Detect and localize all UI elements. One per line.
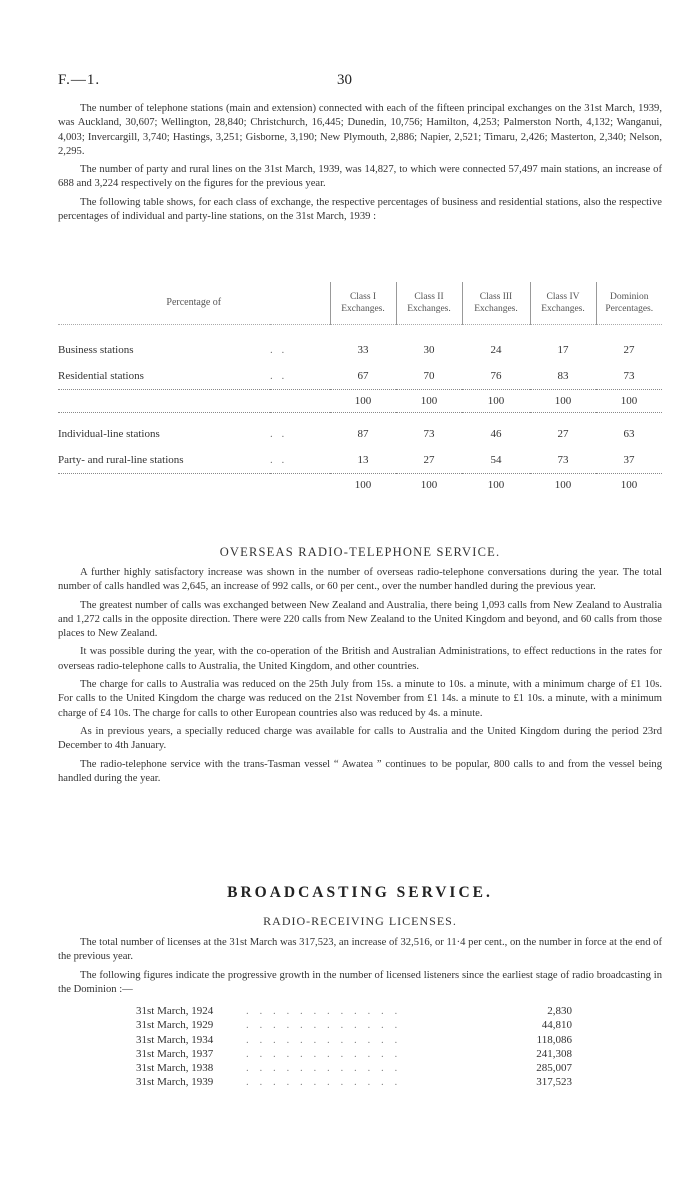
table-cell: 100 <box>330 474 396 497</box>
table-cell: 100 <box>396 390 462 413</box>
row-label: Business stations <box>58 344 134 356</box>
row-label: Individual-line stations <box>58 428 160 440</box>
paragraph: It was possible during the year, with the co-operation of the British and Australian Administrations, to effect reductions in the rates for overseas radio-telephone calls to Australia, the United Kingdom, and other countries. <box>58 646 662 672</box>
percentage-table <box>58 282 662 496</box>
leader-dots: . . <box>270 370 288 382</box>
table-cell: 37 <box>623 454 635 466</box>
paragraph: The total number of licenses at the 31st March was 317,523, an increase of 32,516, or 11·4 per cent., on the number in force at the end of the previous year. <box>58 937 662 963</box>
table-total-row <box>58 390 662 413</box>
column-header: Class I Exchanges. <box>330 282 396 325</box>
table-cell: 100 <box>596 474 662 497</box>
table-cell: 27 <box>623 344 635 356</box>
table-cell: 70 <box>423 370 435 382</box>
document-reference: F.—1. <box>58 72 101 88</box>
list-item: 31st March, 1937 . . . . . . . . . . . . 241,308 <box>136 1047 572 1060</box>
table-cell: 100 <box>530 474 596 497</box>
list-item: 31st March, 1939 . . . . . . . . . . . . 317,523 <box>136 1076 572 1089</box>
table-cell: 73 <box>423 428 435 440</box>
column-header: Dominion Percentages. <box>596 282 662 325</box>
paragraph: The following table shows, for each class of exchange, the respective percentages of business and residential stations, also the respective percentages of individual and party-line stations, on the 31st March, 1939 : <box>58 196 662 223</box>
paragraph: The charge for calls to Australia was reduced on the 25th July from 15s. a minute to 10s. a minute, with a minimum charge of £1 10s. For calls to the United Kingdom the charge was reduced on the 21st November from £1 14s. a minute to £1 10s. a minute, with a minimum charge of £4 10s. The charge for calls to other European countries also was reduced by 4s. a minute. <box>58 679 662 719</box>
table-header-row <box>58 282 662 325</box>
table-cell: 67 <box>357 370 369 382</box>
list-item: 31st March, 1934 . . . . . . . . . . . . 118,086 <box>136 1033 572 1046</box>
column-header: Class II Exchanges. <box>396 282 462 325</box>
table-row <box>58 447 662 474</box>
paragraph: The number of telephone stations (main and extension) connected with each of the fifteen principal exchanges on the 31st March, 1939, was Auckland, 30,607; Wellington, 28,840; Christchurch, 16,445; Dunedin, 10,756; Hamilton, 4,253; Palmerston North, 4,132; Wanganui, 4,003; Invercargill, 3,740; Hastings, 3,251; Gisborne, 3,190; New Plymouth, 2,886; Napier, 2,521; Timaru, 2,426; Masterton, 2,340; Nelson, 2,295. <box>58 103 662 157</box>
table-cell: 24 <box>490 344 502 356</box>
paragraph: The radio-telephone service with the trans-Tasman vessel “ Awatea ” continues to be popular, 800 calls to and from the vessel being handled during the year. <box>58 758 662 784</box>
table-cell: 17 <box>557 344 569 356</box>
table-total-row <box>58 474 662 497</box>
broadcasting-section <box>58 936 662 1001</box>
list-item: 31st March, 1938 . . . . . . . . . . . . 285,007 <box>136 1062 572 1075</box>
table-cell: 100 <box>330 390 396 413</box>
table-cell: 13 <box>357 454 369 466</box>
table-cell: 87 <box>357 428 369 440</box>
paragraph: The greatest number of calls was exchanged between New Zealand and Australia, there being 1,093 calls from New Zealand to Australia and 1,272 calls in the opposite direction. There were 220 calls from New Zealand to the United Kingdom and beyond, and 60 calls from those places to New Zealand. <box>58 599 662 640</box>
table-cell: 100 <box>396 474 462 497</box>
table-cell: 76 <box>490 370 502 382</box>
intro-section <box>58 102 662 228</box>
table-cell: 30 <box>423 344 435 356</box>
list-item: 31st March, 1924 . . . . . . . . . . . . 2,830 <box>136 1005 572 1017</box>
sub-heading: RADIO-RECEIVING LICENSES. <box>263 914 457 928</box>
column-header: Class III Exchanges. <box>462 282 530 325</box>
table-cell: 27 <box>423 454 435 466</box>
section-heading: BROADCASTING SERVICE. <box>227 884 493 901</box>
table-cell: 27 <box>557 428 569 440</box>
table-cell: 54 <box>490 454 502 466</box>
section-heading: OVERSEAS RADIO-TELEPHONE SERVICE. <box>219 545 501 559</box>
list-item: 31st March, 1929 . . . . . . . . . . . . 44,810 <box>136 1019 572 1032</box>
row-label: Residential stations <box>58 370 144 382</box>
leader-dots: . . <box>270 454 288 466</box>
table-cell: 73 <box>557 454 569 466</box>
license-growth-list <box>136 1004 572 1090</box>
row-label: Party- and rural-line stations <box>58 454 184 466</box>
table-cell: 63 <box>623 428 635 440</box>
column-header: Class IV Exchanges. <box>530 282 596 325</box>
table-cell: 33 <box>357 344 369 356</box>
table-cell: 100 <box>462 474 530 497</box>
table-cell: 100 <box>596 390 662 413</box>
leader-dots: . . <box>270 428 288 440</box>
table-cell: 46 <box>490 428 502 440</box>
column-header: Percentage of <box>58 282 330 325</box>
paragraph: As in previous years, a specially reduced charge was available for calls to Australia and the United Kingdom during the period 23rd December to 4th January. <box>58 725 662 752</box>
table-row <box>58 363 662 390</box>
table-cell: 73 <box>623 370 635 382</box>
paragraph: The number of party and rural lines on the 31st March, 1939, was 14,827, to which were connected 57,497 main stations, an increase of 688 and 3,224 respectively on the figures for the previous year. <box>58 164 662 190</box>
overseas-section <box>58 566 662 790</box>
table-cell: 100 <box>462 390 530 413</box>
table-row <box>58 337 662 363</box>
page-number: 30 <box>337 72 352 88</box>
table-cell: 100 <box>530 390 596 413</box>
table-cell: 83 <box>557 370 569 382</box>
table-row <box>58 421 662 447</box>
paragraph: A further highly satisfactory increase was shown in the number of overseas radio-telephone conversations during the year. The total number of calls handled was 2,645, an increase of 992 calls, or 60 per cent., over the number handled during the previous year. <box>58 567 662 593</box>
paragraph: The following figures indicate the progressive growth in the number of licensed listeners since the earliest stage of radio broadcasting in the Dominion :— <box>58 969 662 995</box>
leader-dots: . . <box>270 344 288 356</box>
